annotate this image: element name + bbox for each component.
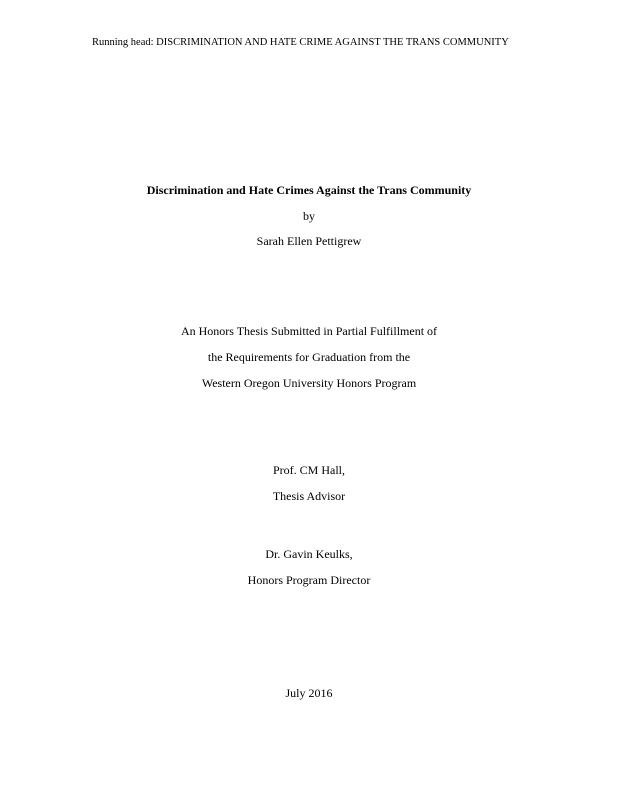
author-name: Sarah Ellen Pettigrew <box>256 234 362 248</box>
advisor-name: Prof. CM Hall, <box>273 463 345 477</box>
submission-line-1: An Honors Thesis Submitted in Partial Fulfillment of <box>180 324 438 338</box>
by-line: by <box>303 209 315 223</box>
submission-date: July 2016 <box>285 686 333 700</box>
director-role: Honors Program Director <box>247 573 371 587</box>
submission-line-3: Western Oregon University Honors Program <box>201 376 417 390</box>
advisor-role: Thesis Advisor <box>272 489 346 503</box>
director-name: Dr. Gavin Keulks, <box>265 547 353 561</box>
thesis-title: Discrimination and Hate Crimes Against the Trans Community <box>146 183 472 197</box>
running-head: Running head: DISCRIMINATION AND HATE CRIME AGAINST THE TRANS COMMUNITY <box>92 37 509 48</box>
submission-line-2: the Requirements for Graduation from the <box>207 350 411 364</box>
